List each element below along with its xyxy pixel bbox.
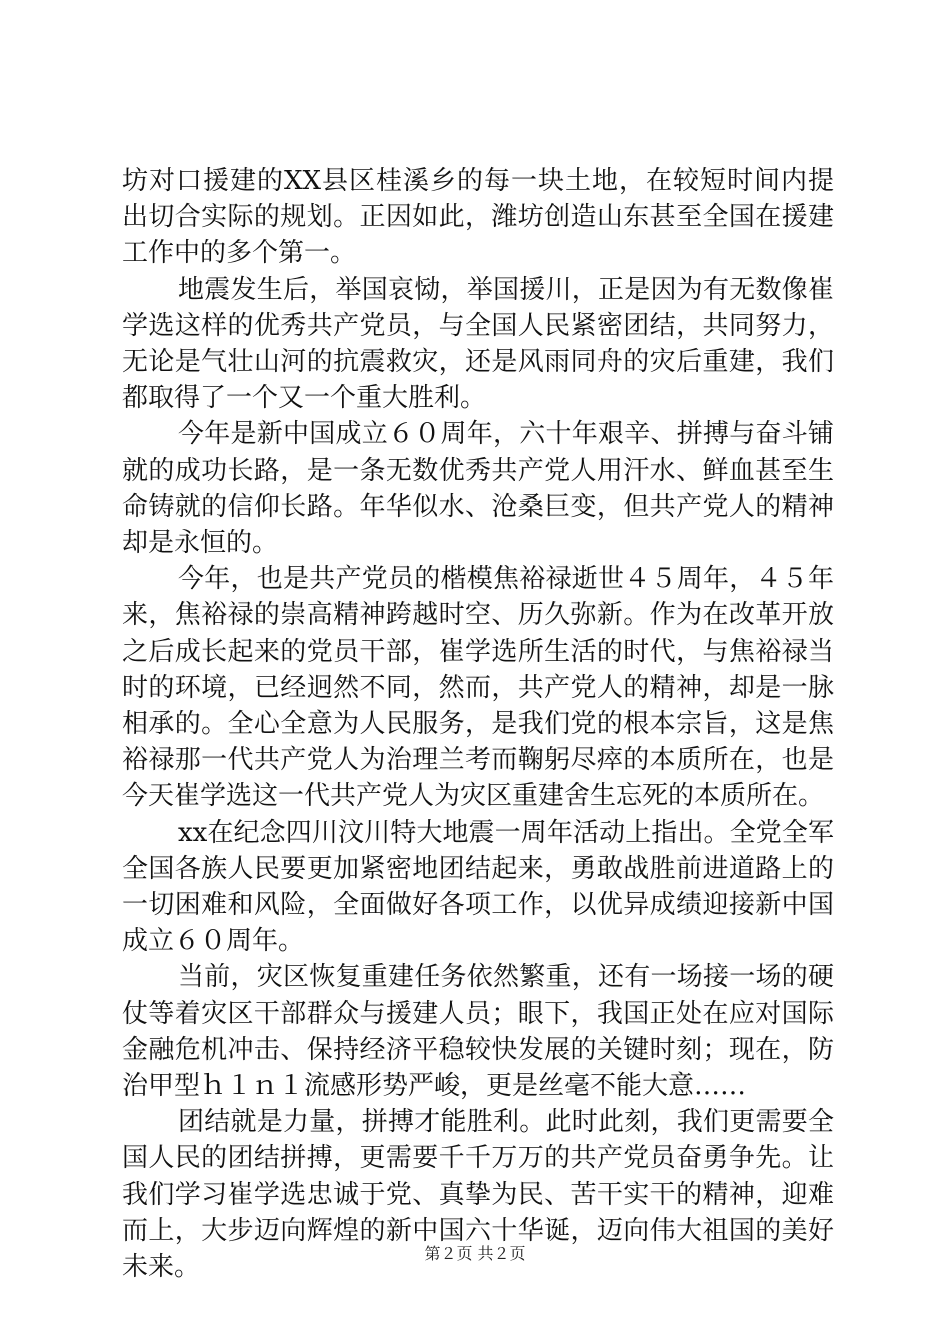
paragraph: 当前，灾区恢复重建任务依然繁重，还有一场接一场的硬仗等着灾区干部群众与援建人员；眼下，我国正处在应对国际金融危机冲击、保持经济平稳较快发展的关键时刻；现在，防治甲型ｈ１ｎ１流感形势严峻，更是丝毫不能大意…… — [122, 962, 834, 1102]
paragraph: 地震发生后，举国哀恸，举国援川，正是因为有无数像崔学选这样的优秀共产党员，与全国人民紧密团结，共同努力，无论是气壮山河的抗震救灾，还是风雨同舟的灾后重建，我们都取得了一个又一个重大胜利。 — [122, 274, 834, 414]
paragraph: 团结就是力量，拼搏才能胜利。此时此刻，我们更需要全国人民的团结拼搏，更需要千千万万的共产党员奋勇争先。让我们学习崔学选忠诚于党、真挚为民、苦干实干的精神，迎难而上，大步迈向辉煌的新中国六十华诞，迈向伟大祖国的美好未来。 — [122, 1107, 834, 1283]
paragraph: xx在纪念四川汶川特大地震一周年活动上指出。全党全军全国各族人民要更加紧密地团结起来，勇敢战胜前进道路上的一切困难和风险，全面做好各项工作，以优异成绩迎接新中国成立６０周年。 — [122, 817, 834, 957]
paragraph-continuation: 坊对口援建的XX县区桂溪乡的每一块土地，在较短时间内提出切合实际的规划。正因如此，潍坊创造山东甚至全国在援建工作中的多个第一。 — [122, 166, 834, 269]
paragraph: 今年是新中国成立６０周年，六十年艰辛、拼搏与奋斗铺就的成功长路，是一条无数优秀共产党人用汗水、鲜血甚至生命铸就的信仰长路。年华似水、沧桑巨变，但共产党人的精神却是永恒的。 — [122, 419, 834, 559]
page-number-footer: 第２页 共２页 — [424, 1244, 526, 1263]
document-body — [122, 163, 834, 1285]
paragraph: 今年，也是共产党员的楷模焦裕禄逝世４５周年，４５年来，焦裕禄的崇高精神跨越时空、历久弥新。作为在改革开放之后成长起来的党员干部，崔学选所生活的时代，与焦裕禄当时的环境，已经迥然不同，然而，共产党人的精神，却是一脉相承的。全心全意为人民服务，是我们党的根本宗旨，这是焦裕禄那一代共产党人为治理兰考而鞠躬尽瘁的本质所在，也是今天崔学选这一代共产党人为灾区重建舍生忘死的本质所在。 — [122, 564, 834, 812]
